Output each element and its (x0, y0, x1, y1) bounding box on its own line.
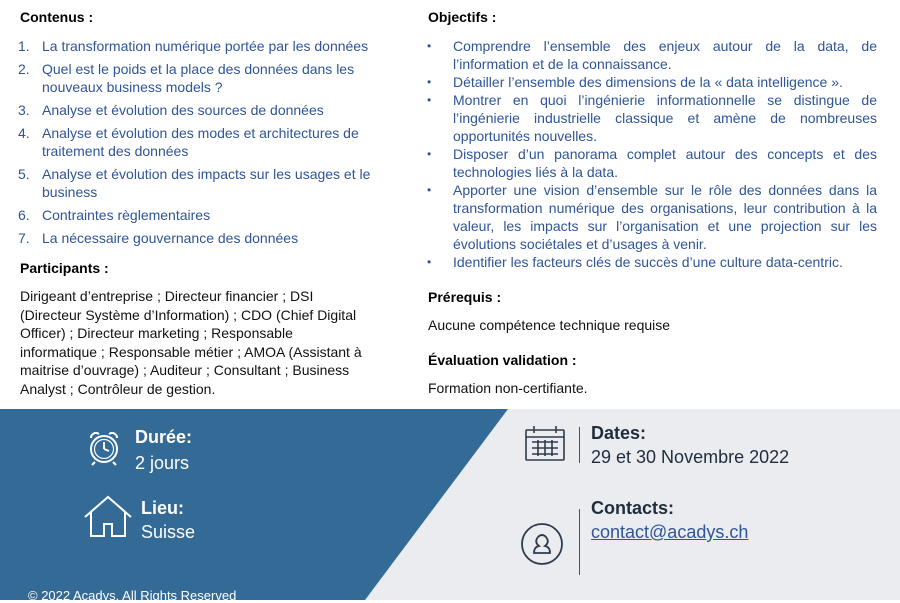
objectifs-item-text: Disposer d’un panorama complet autour des concepts et des technologies liés à la data. (453, 146, 877, 180)
lieu-value: Suisse (141, 522, 196, 542)
contenus-item-number: 1. (18, 38, 30, 54)
objectifs-item (427, 91, 877, 145)
contenus-item (18, 124, 403, 160)
contact-icon (519, 521, 565, 567)
bullet-icon: • (427, 255, 432, 269)
contenus-item (18, 60, 403, 96)
contenus-item-text: La transformation numérique portée par les données (42, 38, 369, 54)
contenus-item (18, 206, 403, 224)
contenus-item (18, 37, 403, 55)
objectifs-item-text: Détailler l’ensemble des dimensions de la « data intelligence ». (453, 74, 843, 90)
objectifs-item (427, 253, 877, 271)
calendar-icon (524, 425, 566, 463)
bullet-icon: • (427, 93, 432, 107)
participants-heading: Participants : (20, 260, 109, 276)
dates-value: 29 et 30 Novembre 2022 (591, 447, 790, 467)
house-icon (82, 493, 134, 539)
objectifs-item-text: Comprendre l’ensemble des enjeux autour de la data, de l’information et de la connaissance. (453, 38, 877, 72)
contenus-item-number: 3. (18, 102, 30, 118)
footer-panel (0, 409, 900, 600)
dates-divider (579, 427, 580, 463)
contenus-item (18, 165, 403, 201)
bullet-icon: • (427, 39, 432, 53)
contenus-item (18, 229, 403, 247)
contenus-heading: Contenus : (20, 9, 94, 25)
duree-value: 2 jours (135, 453, 190, 473)
bullet-icon: • (427, 147, 432, 161)
prerequis-heading: Prérequis : (428, 289, 502, 305)
contenus-item-number: 5. (18, 166, 30, 182)
contenus-list (18, 37, 403, 252)
contenus-item (18, 101, 403, 119)
prerequis-text: Aucune compétence technique requise (428, 317, 671, 333)
contenus-item-text: Quel est le poids et la place des données dans les nouveaux business models ? (42, 61, 355, 95)
footer-blue-panel (0, 409, 508, 600)
objectifs-item-text: Montrer en quoi l’ingénierie informationnelle se distingue de l’ingénierie industrielle classique et amène de nombreuses opportunités nouvelles. (453, 92, 877, 144)
contenus-item-text: Analyse et évolution des impacts sur les usages et le business (42, 166, 371, 200)
contacts-divider (579, 509, 580, 575)
participants-text: Dirigeant d’entreprise ; Directeur financier ; DSI (Directeur Système d’Information) ; CDO (Chief Digital Officer) ; Directeur marketing ; Responsable informatique ; Responsable métier ; AMOA (Assistant à maitrise d’ouvrage) ; Auditeur ; Consultant ; Business Analyst ; Contrôleur de gestion. (20, 288, 362, 397)
evaluation-text: Formation non-certifiante. (428, 380, 588, 396)
contenus-item-number: 2. (18, 61, 30, 77)
contenus-item-number: 6. (18, 207, 30, 223)
objectifs-item (427, 145, 877, 181)
contacts-label: Contacts: (591, 498, 675, 518)
bullet-icon: • (427, 183, 432, 197)
objectifs-item (427, 37, 877, 73)
objectifs-item (427, 181, 877, 253)
objectifs-heading: Objectifs : (428, 9, 497, 25)
objectifs-item-text: Identifier les facteurs clés de succès d’une culture data-centric. (453, 254, 843, 270)
contenus-item-text: Analyse et évolution des modes et architectures de traitement des données (42, 125, 359, 159)
dates-label: Dates: (591, 423, 647, 443)
duree-label: Durée: (135, 427, 193, 447)
contenus-item-number: 7. (18, 230, 30, 246)
contact-email-link[interactable]: contact@acadys.ch (591, 522, 749, 542)
objectifs-list (427, 37, 877, 271)
evaluation-heading: Évaluation validation : (428, 352, 577, 368)
clock-icon (84, 427, 124, 467)
contenus-item-text: Contraintes règlementaires (42, 207, 211, 223)
contenus-item-text: Analyse et évolution des sources de données (42, 102, 324, 118)
contenus-item-text: La nécessaire gouvernance des données (42, 230, 299, 246)
contenus-item-number: 4. (18, 125, 30, 141)
copyright: © 2022 Acadys. All Rights Reserved (28, 588, 237, 603)
objectifs-item (427, 73, 877, 91)
bullet-icon: • (427, 75, 432, 89)
lieu-label: Lieu: (141, 498, 184, 518)
objectifs-item-text: Apporter une vision d’ensemble sur le rôle des données dans la transformation numérique des organisations, leur contribution à la valeur, les impacts sur l’organisation et une projection sur les évolutions sociétales et d’usages à venir. (453, 182, 877, 252)
